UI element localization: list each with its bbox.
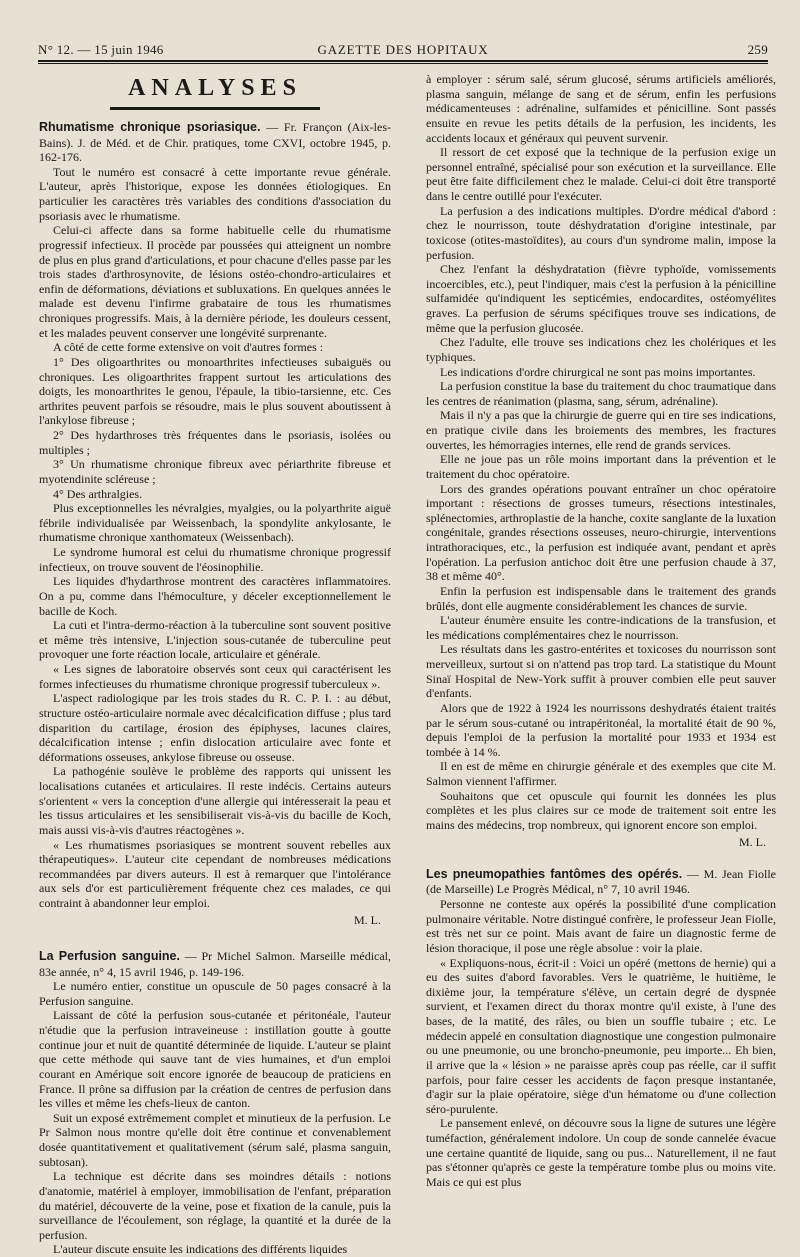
paragraph: A côté de cette forme extensive on voit d'autres formes : [53,340,324,355]
paragraph: L'auteur discute ensuite les indications des différents liquides [53,1242,348,1257]
section-rule [110,107,320,110]
paragraph: La pathogénie soulève le problème des rapports qui unissent les localisations cutanées et articulaires. Il reste indécis. Certains auteurs s'orientent « vers la conception d'une allergie qui intéresserait la peau et les tissus articulaires et les sensibiliserait vis-à-vis du bacille de Koch, mais aussi vis-à-vis d'autres réactogènes ». [39,764,391,837]
paragraph: Les liquides d'hydarthrose montrent des caractères inflammatoires. On a pu, comme dans l'hémoculture, y déceler exceptionnellement le bacille de Koch. [39,574,391,618]
article-heading [39,120,391,165]
list-item: 1° Des oligoarthrites ou monoarthrites infectieuses subaiguës ou chroniques. Les oligoarthrites frappent surtout les articulations des doigts, les monoarthrites le genou, l'épaule, la tibio-tarsienne, etc. Ces arthrites peuvent parfois se résoudre, mais le plus souvent aboutissent à l'ankylose fibreuse ; [39,354,391,428]
issue-date: N° 12. — 15 juin 1946 [38,42,164,57]
signature: M. L. [739,834,766,849]
paragraph: Le syndrome humoral est celui du rhumatisme chronique progressif infectieux, on trouve souvent de l'éosinophilie. [39,545,391,574]
paragraph: La perfusion constitue la base du traitement du choc traumatique dans les centres de réanimation (plasma, sang, sérum, adrénaline). [426,379,776,408]
signature: M. L. [354,912,381,927]
spacer [39,931,391,945]
spacer [426,853,776,863]
paragraph: Le pansement enlevé, on découvre sous la ligne de sutures une légère tuméfaction, généralement indolore. Un coup de sonde cannelée évacue une certaine quantité de liquide, sang ou pus... Naturellement, il ne faut pas s'étonner qu'après ce geste la température tombe plus ou moins vite. Mais ce qui est plus [426,1116,776,1189]
paragraph: Les indications d'ordre chirurgical ne sont pas moins importantes. [440,364,756,379]
paragraph: Laissant de côté la perfusion sous-cutanée et péritonéale, l'auteur n'étudie que la perfusion intraveineuse : instillation goutte à goutte continue jour et nuit de quantité déterminée de liquide. L'auteur se plaint que cette méthode qui sauve tant de vies humaines, et d'un emploi courant en Amérique soit encore ignorée de beaucoup de praticiens en France. Il prône sa diffusion par la création de centres de perfusion dans les villes et même les chefs-lieux de canton. [39,1008,391,1111]
article-reference: — M. Jean Fiolle (de Marseille) Le Progrès Médical, n° 7, 10 avril 1946. [426,867,776,897]
journal-title: GAZETTE DES HOPITAUX [317,42,489,57]
paragraph: Tout le numéro est consacré à cette importante revue générale. L'auteur, après l'historique, expose les données étiologiques. En particulier les caractères très variables des conditions d'association du psoriasis avec le rhumatisme. [39,164,391,223]
page-number: 259 [747,42,768,57]
article-title: La Perfusion sanguine. [39,949,180,964]
left-column [39,72,392,1257]
article-reference: — Fr. Françon (Aix-les-Bains). J. de Méd. et de Chir. pratiques, tome CXVI, octobre 1945, p. 162-176. [39,120,392,165]
header-rule [38,60,768,64]
paragraph: Celui-ci affecte dans sa forme habituelle celle du rhumatisme progressif infectieux. Il procède par poussées qui atteignent un nombre de plus en plus grand d'articulations, et pour chacune d'elles passe par les trois stades d'arthrosynovite, de lésions ostéo-chondro-articulaires et enfin de déformations, déviations et subluxations. En quelques années le malade est devenu l'infirme grabataire de tous les rhumatismes chroniques progressifs. Mais, à la dernière période, les douleurs cessent, et les malades peuvent conserver une longévité surprenante. [39,223,391,340]
paragraph: La perfusion a des indications multiples. D'ordre médical d'abord : chez le nourrisson, toute déshydratation d'origine intestinale, par toxicose (otites-mastoïdites), au cours d'un syndrome malin, impose la perfusion. [426,203,776,262]
paragraph: « Les rhumatismes psoriasiques se montrent souvent rebelles aux thérapeutiques». L'auteur cite cependant de nombreuses médications recommandées par divers auteurs. Il est à remarquer que l'intolérance aux sels d'or est particulièrement fréquente chez ces malades, ce qui contraint à abandonner leur emploi. [39,837,391,911]
list-item: 4° Des arthralgies. [53,486,143,501]
paragraph: à employer : sérum salé, sérum glucosé, sérums artificiels améliorés, plasma sanguin, mélange de sang et de sérum, enfin les perfusions médicamenteuses : adrénaline, sulfamides et pénicilline. Sont passés ensuite en revue les petits détails de la perfusion, les incidents, les accidents locaux et généraux qui peuvent survenir. [426,72,776,145]
list-item: 2° Des hydarthroses très fréquentes dans le psoriasis, isolées ou multiples ; [39,428,391,457]
paragraph: La technique est décrite dans ses moindres détails : notions d'anatomie, matériel à employer, immobilisation de l'enfant, préparation du matériel, découverte de la veine, pose et fixation de la canule, puis la surveillance de l'écoulement, son réglage, la quantité et la durée de la perfusion. [39,1169,391,1242]
list-item: 3° Un rhumatisme chronique fibreux avec périarthrite fibreuse et myotendinite scléreuse ; [39,457,391,486]
paragraph: Souhaitons que cet opuscule qui fournit les données les plus complètes et les plus claires sur ce mode de traitement soit entre les mains des médecins, trop nombreux, qui ignorent encore son emploi. [426,788,776,832]
article-heading [426,867,776,897]
paragraph: « Expliquons-nous, écrit-il : Voici un opéré (mettons de hernie) qui a eu des suites d'abord favorables. Vers le quatrième, le huitième, le dixième jour, la température s'élève, un certain degré de dyspnée survient, et l'examen direct du thorax montre qu'il existe, à l'une des bases, de la matité, des râles, ou bien un souffle tubaire ; etc. Le médecin appelé en consultation diagnostique une congestion pulmonaire ou une pneumonie, ou une broncho-pneumonie, peu importe... Eh bien, il arrive que la « lésion » ne paraisse après coup pas réelle, car il suffit parfois, pour faire cesser les accidents de façon presque instantanée, d'agir sur la plaie opératoire, siège d'un hématome ou d'une collection séro-purulente. [426,955,776,1116]
paragraph: Il ressort de cet exposé que la technique de la perfusion exige un personnel entraîné, spécialisé pour son exécution et la surveillance. Elle peut être faite difficilement chez le malade. Celui-ci doit être transporté dans le centre outillé pour l'exécuter. [426,145,776,203]
article-title: Les pneumopathies fantômes des opérés. [426,867,683,882]
right-column [426,72,776,1189]
paragraph: La cuti et l'intra-dermo-réaction à la tuberculine sont souvent positive et même très intensive, L'injection sous-cutanée de tuberculine peut provoquer une forte réaction locale, articulaire et générale. [39,618,391,662]
section-title: ANALYSES [128,75,302,101]
paragraph: L'auteur énumère ensuite les contre-indications de la transfusion, et les médications complémentaires chez le nourrisson. [426,613,776,642]
paragraph: Les résultats dans les gastro-entérites et toxicoses du nourrisson sont merveilleux, surtout si on n'attend pas trop tard. La statistique du Mount Sinaï Hospital de New-York suffit à prouver combien elle peut sauver d'enfants. [426,642,776,701]
paragraph: Plus exceptionnelles les névralgies, myalgies, ou la polyarthrite aiguë fébrile individualisée par Weissenbach, la spondylite ankylosante, le rhumatisme chronique xanthomateux (Weissenbach). [39,501,391,545]
paragraph: Personne ne conteste aux opérés la possibilité d'une complication pulmonaire véritable. Notre distingué confrère, le professeur Jean Fiolle, est très net sur ce point. Mais avant de faire un diagnostic ferme de lésion thoracique, il pose une règle absolue : voir la plaie. [426,897,776,955]
paragraph: L'aspect radiologique par les trois stades du R. C. P. I. : au début, structure ostéo-articulaire normale avec décalcification diffuse ; plus tard disparition du cartilage, érosion des épiphyses, lacunes claires, décalcification intense ; enfin dislocation articulaire avec fonte et déformations osseuses, ankylose fibreuse ou osseuse. [39,691,391,764]
paragraph: Il en est de même en chirurgie générale et des exemples que cite M. Salmon viennent l'affirmer. [426,759,776,788]
paragraph: Le numéro entier, constitue un opuscule de 50 pages consacré à la Perfusion sanguine. [39,979,391,1008]
paragraph: Chez l'adulte, elle trouve ses indications chez les cholériques et les typhiques. [426,335,776,364]
paragraph: Chez l'enfant la déshydratation (fièvre typhoïde, vomissements incoercibles, etc.), peut l'indiquer, mais c'est la perfusion à la pénicilline sulfamidée qu'indiquent les septicémies, endocardites, ostéomyélites graves. La perfusion de sérums spécifiques trouve ses indications, de même que la perfusion glucosée. [426,262,776,335]
paragraph: Suit un exposé extrêmement complet et minutieux de la perfusion. Le Pr Salmon nous montre qu'elle doit être continue et convenablement dosée quantitativement et qualitativement (sérum salé, plasma sanguin, subtosan). [39,1110,391,1169]
paragraph: « Les signes de laboratoire observés sont ceux qui caractérisent les formes infectieuses du rhumatisme chronique progressif tuberculeux ». [39,662,391,691]
paragraph: Enfin la perfusion est indispensable dans le traitement des grands brûlés, dont elle augmente considérablement les chances de survie. [426,583,776,613]
article-reference: — Pr Michel Salmon. Marseille médical, 83e année, n° 4, 15 avril 1946, p. 149-196. [39,949,392,979]
article-heading [39,949,391,979]
paragraph: Alors que de 1922 à 1924 les nourrissons deshydratés étaient traités par le sérum sous-cutané ou intrapéritonéal, la mortalité était de 90 %, depuis l'emploi de la perfusion la mortalité pour 1933 et 1934 est tombée à 14 %. [426,700,776,759]
paragraph: Mais il n'y a pas que la chirurgie de guerre qui en tire ses indications, en pratique civile dans les broiements des membres, les fractures ouvertes, les hémorragies internes, elle rend de grands services. [426,408,776,452]
running-header [38,42,768,60]
article-title: Rhumatisme chronique psoriasique. [39,120,261,135]
paragraph: Lors des grandes opérations pouvant entraîner un choc opératoire important : résections de grosses tumeurs, résections intestinales, splénectomies, arthroplastie de la hanche, coxite sanglante de la luxation congénitale, grandes résections osseuses, neuro-chirurgie, interventions intrathoraciques, etc., la perfusion est indiquée avant, pendant et après l'opération. La perfusion antichoc doit être une perfusion chaude à 37, 38 et même 40°. [426,481,776,584]
paragraph: Elle ne joue pas un rôle moins important dans la prévention et le traitement du choc opératoire. [426,452,776,481]
